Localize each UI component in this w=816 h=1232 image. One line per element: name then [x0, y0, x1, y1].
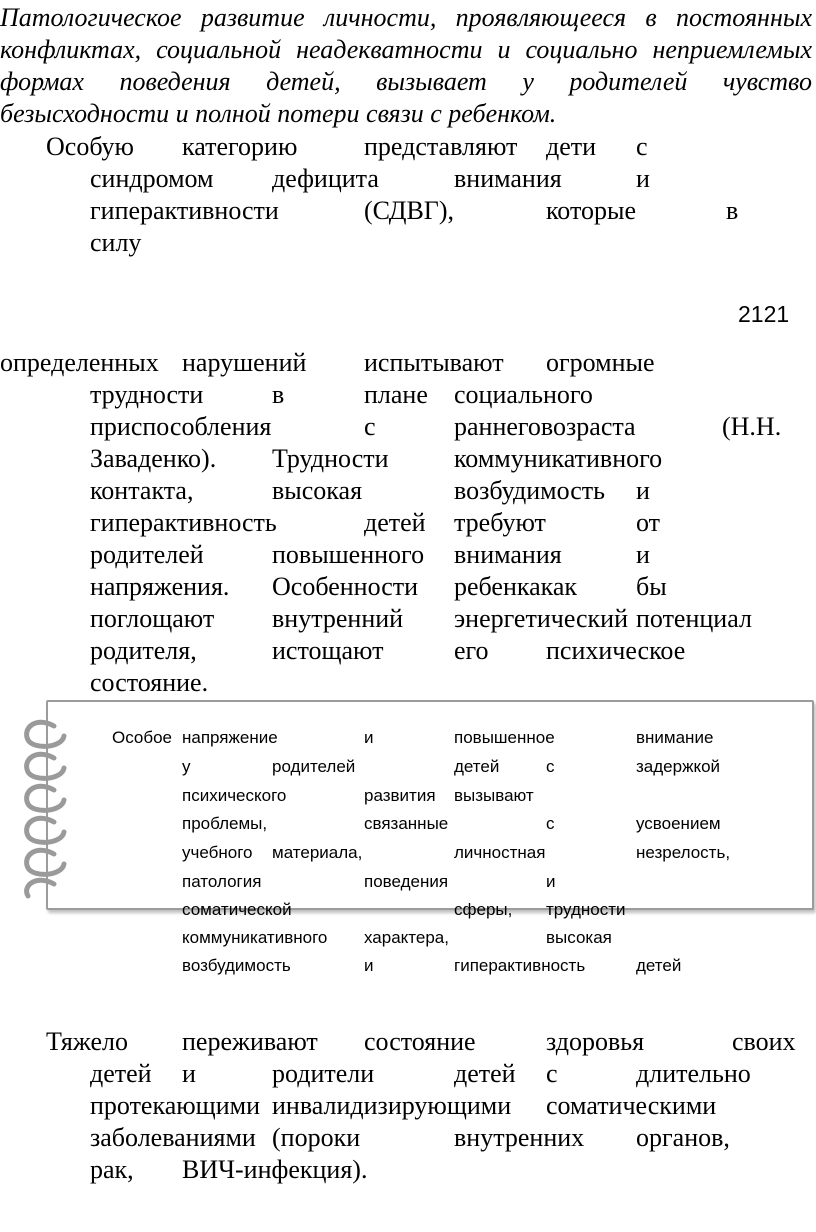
word: психического — [182, 786, 287, 805]
word: бы — [636, 572, 667, 601]
word: поглощают — [90, 604, 215, 633]
word: психическое — [546, 636, 686, 665]
word: трудности — [546, 900, 626, 919]
word: поведения — [364, 872, 449, 891]
word: и — [636, 540, 650, 569]
word: детей — [454, 1059, 516, 1088]
word: его — [454, 636, 489, 665]
word: родителей — [272, 757, 356, 776]
word: с — [546, 757, 555, 776]
word: протекающими — [90, 1091, 260, 1120]
word: незрелость, — [636, 843, 731, 862]
spiral-binding-icon — [14, 712, 78, 902]
word: родителей — [90, 540, 204, 569]
word: приспособления — [90, 412, 272, 441]
word: внимания — [454, 540, 562, 569]
word: внутренний — [272, 604, 404, 633]
word: возбудимость — [454, 476, 605, 505]
word: гиперактивности — [90, 196, 279, 225]
word: от — [636, 508, 661, 537]
word: коммуникативного — [182, 928, 328, 947]
word: и — [364, 956, 374, 975]
word: высокая — [272, 476, 363, 505]
word: дефицита — [272, 164, 379, 193]
word: Тяжело — [46, 1027, 128, 1056]
word: Особую — [46, 132, 134, 161]
word: определенных — [0, 348, 159, 377]
word: состояние. — [90, 668, 209, 697]
word: соматическими — [546, 1091, 717, 1120]
word: и — [636, 164, 650, 193]
word: переживают — [182, 1027, 318, 1056]
word: своих — [732, 1027, 796, 1056]
word: истощают — [272, 636, 384, 665]
word: Трудности — [272, 444, 389, 473]
word: с — [546, 814, 555, 833]
word: детей — [90, 1059, 152, 1088]
word: синдромом — [90, 164, 214, 193]
word: Особое — [112, 728, 173, 747]
word: Заваденко). — [90, 444, 217, 473]
word: гиперактивность — [90, 508, 277, 537]
word: которые — [546, 196, 636, 225]
word: трудности — [90, 380, 204, 409]
word: длительно — [636, 1059, 751, 1088]
word: внимания — [454, 164, 562, 193]
word: дети — [546, 132, 597, 161]
word: и — [636, 476, 650, 505]
word: и — [546, 872, 556, 891]
word: возбудимость — [182, 956, 291, 975]
word: состояние — [364, 1027, 476, 1056]
word: высокая — [546, 928, 612, 947]
word: (Н.Н. — [722, 412, 782, 441]
word: в — [726, 196, 739, 225]
word: усвоением — [636, 814, 721, 833]
word: личностная — [454, 843, 546, 862]
word: потенциал — [636, 604, 752, 633]
word: Особенности — [272, 572, 419, 601]
word: (пороки — [272, 1123, 361, 1152]
word: и — [182, 1059, 196, 1088]
word: характера, — [364, 928, 449, 947]
word: рак, — [90, 1155, 134, 1184]
word: представляют — [364, 132, 518, 161]
word: у — [182, 757, 191, 776]
word: здоровья — [546, 1027, 645, 1056]
word: материала, — [272, 843, 363, 862]
word: гиперактивность — [454, 956, 586, 975]
word: категорию — [182, 132, 298, 161]
word: детей — [364, 508, 426, 537]
word: соматической — [182, 900, 292, 919]
word: внимание — [636, 728, 714, 747]
word: коммуникативного — [454, 444, 663, 473]
word: органов, — [636, 1123, 730, 1152]
word: проблемы, — [182, 814, 268, 833]
word: сферы, — [454, 900, 513, 919]
word: вызывают — [454, 786, 534, 805]
word: и — [364, 728, 374, 747]
word: социального — [454, 380, 593, 409]
word: заболеваниями — [90, 1123, 256, 1152]
word: родители — [272, 1059, 375, 1088]
word: испытывают — [364, 348, 504, 377]
word: плане — [364, 380, 428, 409]
word: в — [272, 380, 285, 409]
word: энергетический — [454, 604, 629, 633]
intro-paragraph: Патологическое развитие личности, проявляющееся в постоянных конфликтах, социальной неадекватности и социально неприемлемых формах поведения детей, вызывает у родителей чувство безысходности и полной потери связи с ребенком. — [0, 3, 812, 128]
word: с — [546, 1059, 558, 1088]
word: силу — [90, 228, 142, 257]
word: с — [636, 132, 648, 161]
word: повышенное — [454, 728, 555, 747]
word: с — [364, 412, 376, 441]
page-number: 2121 — [738, 301, 790, 327]
word: ребенкакак — [454, 572, 578, 601]
word: связанные — [364, 814, 449, 833]
word: ВИЧ-инфекция). — [182, 1155, 368, 1184]
word: детей — [454, 757, 500, 776]
word: внутренних — [454, 1123, 585, 1152]
word: нарушений — [182, 348, 307, 377]
word: требуют — [454, 508, 546, 537]
word: напряжение — [182, 728, 278, 747]
word: повышенного — [272, 540, 425, 569]
word: детей — [636, 956, 682, 975]
word: раннеговозраста — [454, 412, 636, 441]
word: задержкой — [636, 757, 721, 776]
word: инвалидизирующими — [272, 1091, 512, 1120]
word: контакта, — [90, 476, 194, 505]
word: (СДВГ), — [364, 196, 454, 225]
word: развития — [364, 786, 436, 805]
word: родителя, — [90, 636, 197, 665]
word: патология — [182, 872, 262, 891]
word: учебного — [182, 843, 253, 862]
word: напряжения. — [90, 572, 230, 601]
word: огромные — [546, 348, 655, 377]
